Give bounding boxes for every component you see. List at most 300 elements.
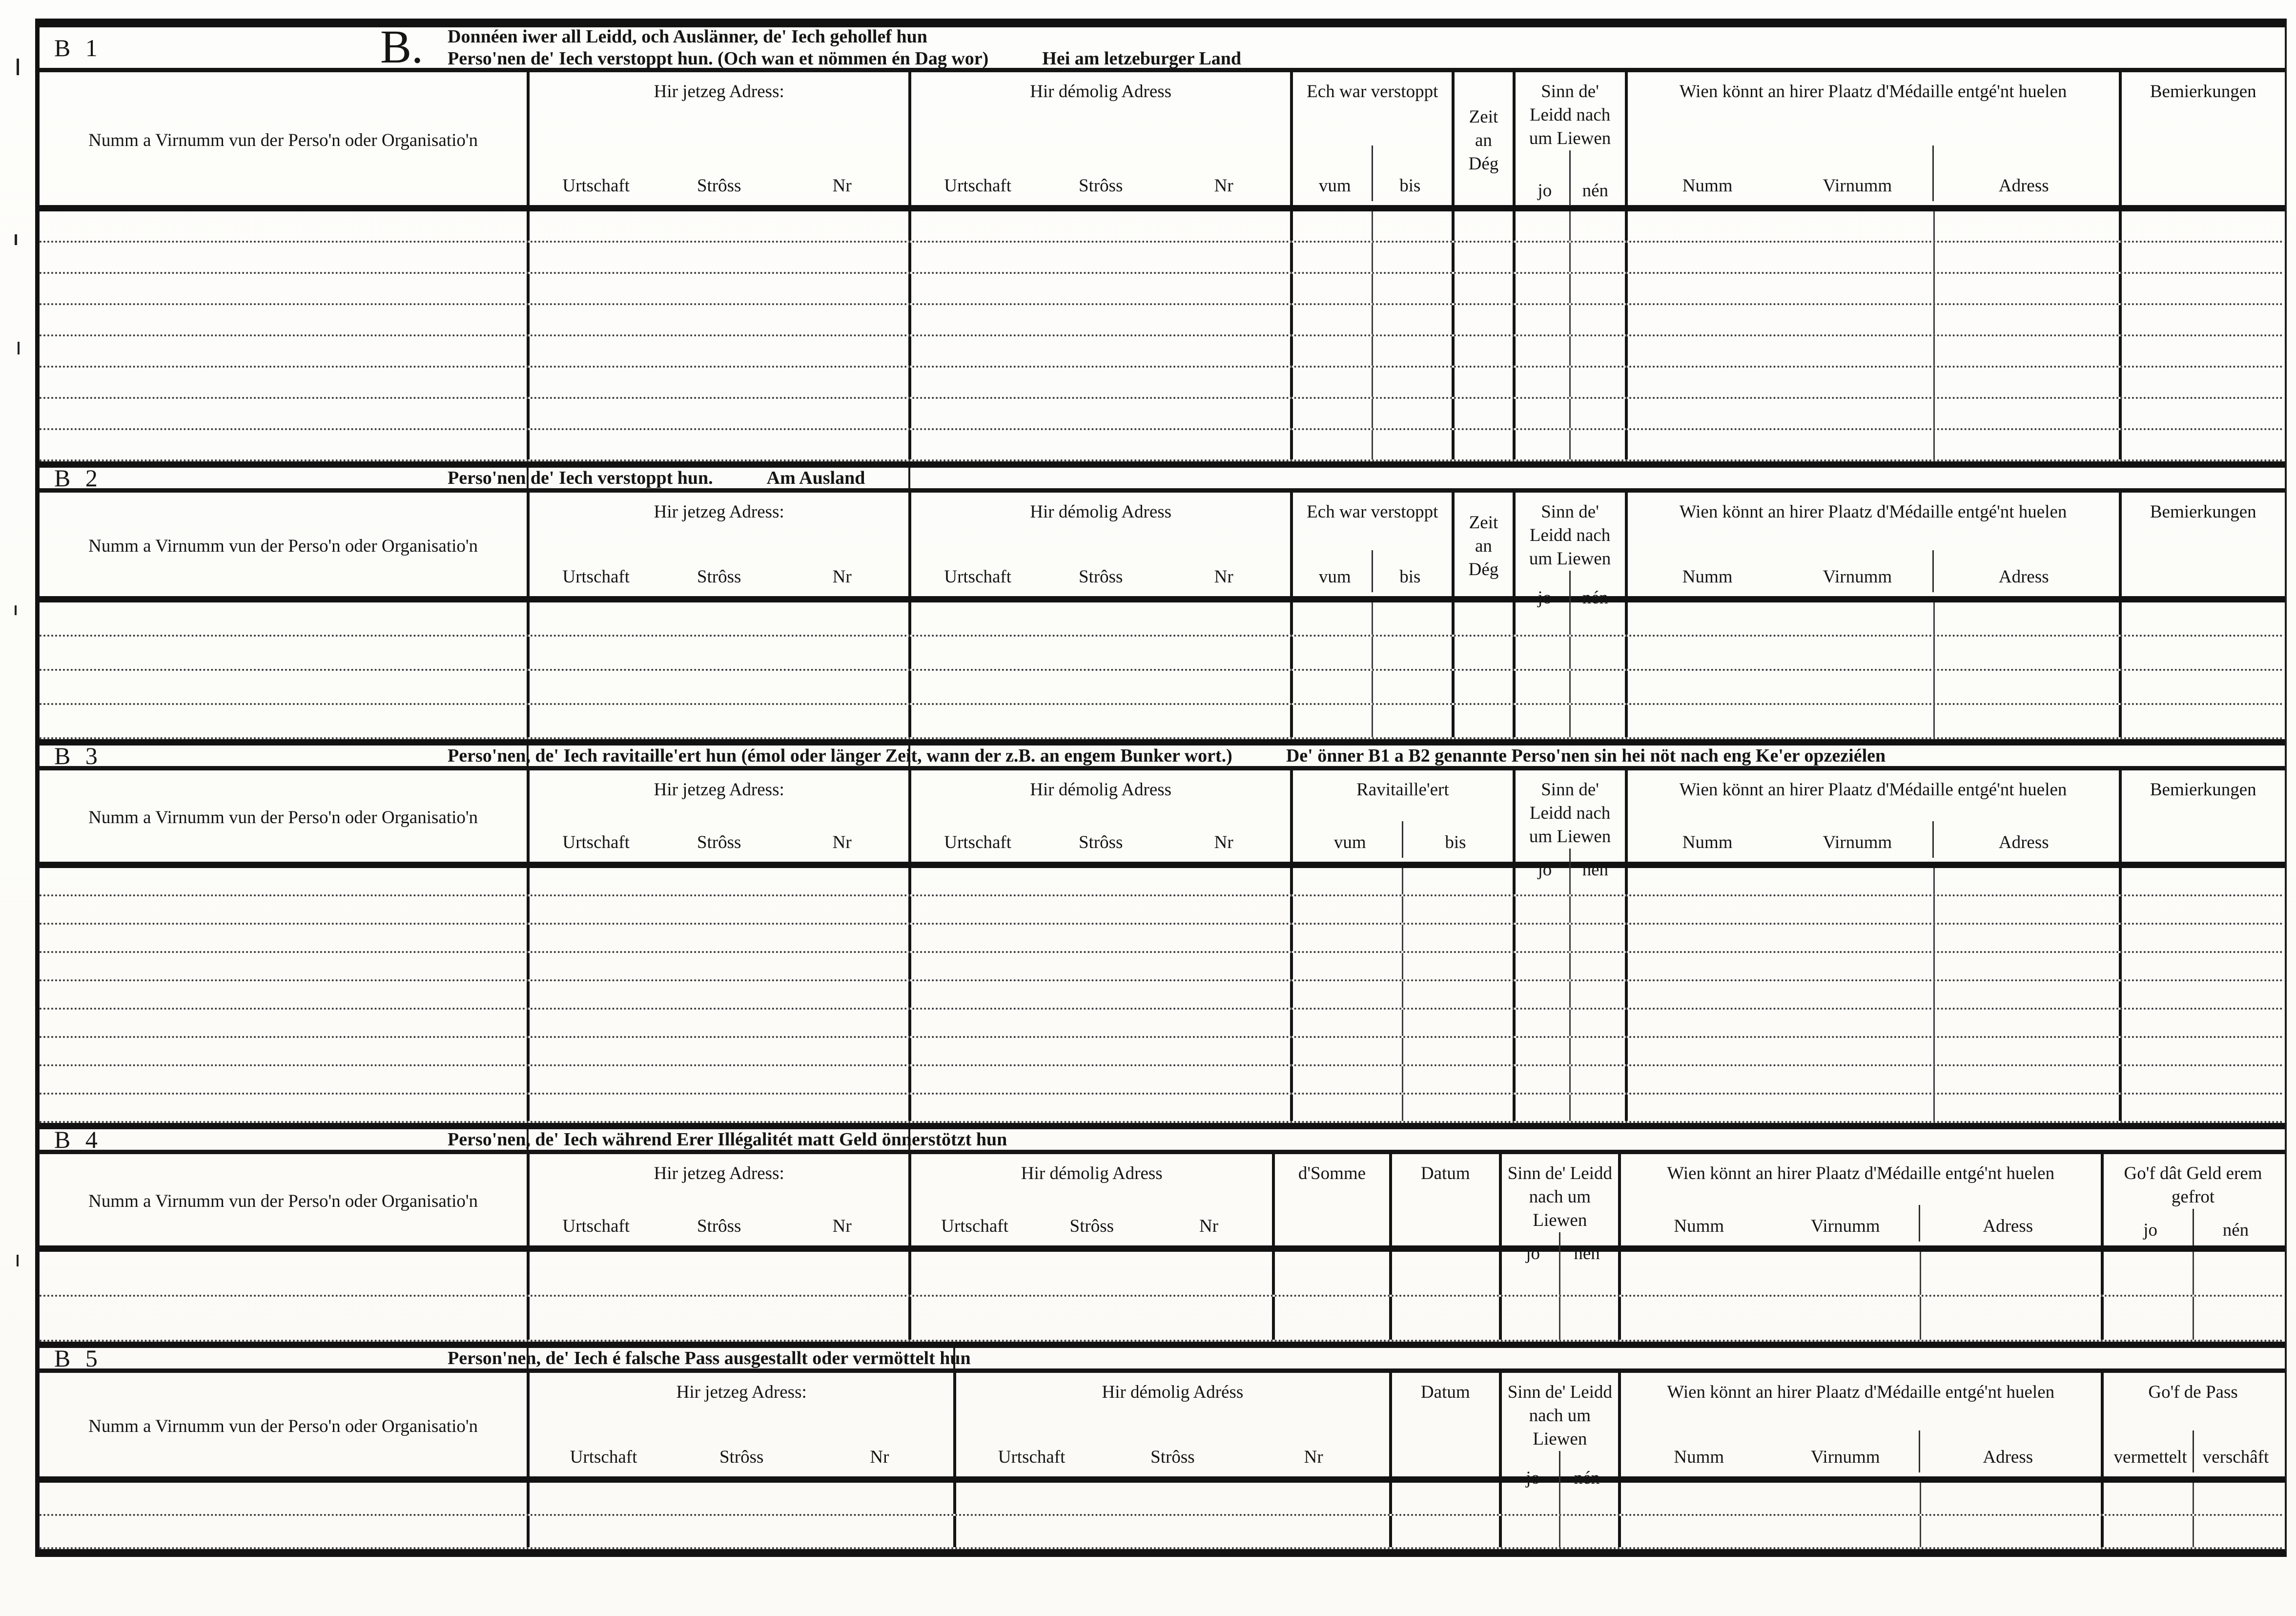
row-cell-jetzeg-adress [527,896,908,923]
row-cell-zeit-an-deg [1452,637,1512,669]
row-cell-demolig-adress [908,953,1290,979]
row-cell-name [40,368,527,397]
row-subcell [1628,211,1781,241]
row-subcell [1628,1010,1781,1036]
column-label-wien-medaille: Wien könnt an hirer Plaatz d'Médaille entgé'nt huelen [1667,1163,2055,1183]
row-subcell [1621,1252,1770,1295]
subcolumn-label-wien-medaille-2: Adress [1919,1205,2096,1242]
row-cell-bemierkungen [2119,705,2285,737]
row-subcell [1933,671,2118,703]
row-cell-wien-medaille [1625,305,2119,334]
row-subcell [1516,399,1570,428]
row-subcell [1372,305,1452,334]
column-label-sinn-um-liewen: Sinn de' Leidd nach um Liewen [1507,1163,1612,1231]
row-cell-datum [1389,1483,1499,1514]
row-cell-ravitailleert [1290,953,1512,979]
column-header-demolig-adress [908,493,1290,596]
row-cell-name [40,1066,527,1093]
row-subcell [1293,671,1372,703]
section-title [448,26,1241,69]
row-cell-ravitailleert [1290,1038,1512,1064]
row-cell-bemierkungen [2119,274,2285,303]
row-cell-zeit-an-deg [1452,305,1512,334]
section-title-text: Perso'nen, de' Iech ravitaille'ert hun (émol oder länger Zeit, wann der z.B. an engem Bunker wort.) [448,745,1232,766]
row-subcell [1628,896,1781,923]
row-subcell [1781,368,1933,397]
row-cell-sinn-um-liewen [1513,602,1625,635]
section-label: B 1 [54,34,102,62]
subcolumn-label-jetzeg-adress-2: Nr [832,832,852,852]
column-label-bemierkungen: Bemierkungen [2150,502,2256,522]
row-cell-jetzeg-adress [527,637,908,669]
row-subcell [1628,430,1781,459]
row-subcell [1516,637,1570,669]
subcolumn-labels [916,1205,1267,1242]
row-subcell [1933,430,2118,459]
row-cell-wien-medaille [1625,243,2119,272]
row-cell-name [40,602,527,635]
row-cell-bemierkungen [2119,305,2285,334]
row-subcell [1402,1066,1512,1093]
row-cell-demolig-adress [908,637,1290,669]
column-header-sinn-um-liewen [1513,72,1625,205]
row-subcell [1628,602,1781,635]
row-subcell [1781,1095,1933,1121]
column-label-somme: d'Somme [1298,1163,1366,1183]
row-cell-name [40,1010,527,1036]
row-subcell [1781,868,1933,894]
row-cell-zeit-an-deg [1452,336,1512,366]
row-cell-wien-medaille [1625,602,2119,635]
row-subcell [1628,981,1781,1008]
row-cell-sinn-um-liewen [1513,868,1625,894]
row-subcell [1933,637,2118,669]
column-label-jetzeg-adress: Hir jetzeg Adress: [654,1163,784,1183]
row-cell-demolig-adress [908,243,1290,272]
row-cell-name [40,1297,527,1340]
column-header-sinn-um-liewen [1499,1154,1618,1264]
section-body [40,868,2285,1123]
section-title-line [448,48,1241,69]
subcolumn-labels [534,550,903,592]
row-subcell [1502,1483,1559,1514]
column-label-verstoppt: Ech war verstoppt [1307,82,1438,102]
subcolumn-label-jetzeg-adress-2: Nr [832,567,852,587]
row-subcell [1933,868,2118,894]
row-subcell [1569,602,1625,635]
column-header-datum [1389,1154,1499,1245]
subcolumn-labels [534,145,903,201]
row-cell-sinn-um-liewen [1499,1516,1618,1547]
row-subcell [1372,399,1452,428]
row-subcell [1402,868,1512,894]
row-subcell [1502,1297,1559,1340]
subcolumn-label-gof-geld-1: nén [2193,1209,2278,1245]
row-cell-demolig-adress [908,1038,1290,1064]
row-subcell [1569,925,1625,951]
row-subcell [1621,1516,1770,1547]
column-label-sinn-um-liewen: Sinn de' Leidd nach um Liewen [1529,502,1611,569]
section-b4 [40,1123,2285,1342]
column-label-bemierkungen: Bemierkungen [2150,82,2256,102]
row-subcell [1293,399,1372,428]
section-title-line [448,1129,1007,1150]
row-subcell [1516,305,1570,334]
column-label-jetzeg-adress: Hir jetzeg Adress: [654,502,784,522]
column-header-row [40,770,2285,880]
column-header-somme [1272,1154,1389,1245]
row-subcell [1781,399,1933,428]
subcolumn-label-jetzeg-adress-0: Urtschaft [562,567,630,587]
row-subcell [1933,1066,2118,1093]
row-subcell [1569,305,1625,334]
row-cell-ravitailleert [1290,896,1512,923]
column-header-gof-geld [2101,1154,2283,1245]
row-cell-jetzeg-adress [527,705,908,737]
row-cell-bemierkungen [2119,925,2285,951]
subcolumn-label-wien-medaille-2: Adress [1932,145,2114,201]
row-cell-name [40,336,527,366]
column-label-demolig-adress: Hir démolig Adress [1021,1163,1163,1183]
row-subcell [1781,953,1933,979]
subcolumn-label-sinn-um-liewen-0: jo [1526,1243,1540,1264]
row-cell-name [40,925,527,951]
row-cell-bemierkungen [2119,211,2285,241]
table-row [40,1010,2285,1038]
row-cell-sinn-um-liewen [1513,637,1625,669]
row-subcell [1516,925,1570,951]
row-subcell [1516,896,1570,923]
subcolumn-label-wien-medaille-1: Virnumm [1823,176,1892,196]
subcolumn-label-sinn-um-liewen-0: jo [1526,1468,1540,1488]
column-label-demolig-adress: Hir démolig Adréss [1102,1382,1244,1402]
row-cell-bemierkungen [2119,1038,2285,1064]
row-subcell [1933,602,2118,635]
row-cell-jetzeg-adress [527,671,908,703]
row-subcell [1628,1038,1781,1064]
row-subcell [1770,1483,1920,1514]
row-subcell [1516,243,1570,272]
row-cell-wien-medaille [1625,211,2119,241]
row-cell-demolig-adress [908,399,1290,428]
subcolumn-label-sinn-um-liewen-0: jo [1538,860,1552,880]
row-subcell [1628,243,1781,272]
row-cell-name [40,305,527,334]
section-title [448,1347,971,1369]
row-cell-wien-medaille [1625,368,2119,397]
section-label: B 4 [54,1126,102,1153]
row-subcell [2104,1297,2193,1340]
row-subcell [1781,430,1933,459]
row-subcell [1933,1010,2118,1036]
row-subcell [1569,368,1625,397]
row-cell-demolig-adress [908,925,1290,951]
column-header-bemierkungen [2119,770,2285,862]
row-subcell [1920,1252,2101,1295]
row-subcell [1516,868,1570,894]
section-body [40,602,2285,739]
section-b3 [40,739,2285,1123]
section-title-text: Perso'nen, de' Iech während Erer Illégalitét matt Geld önnerstötzt hun [448,1129,1007,1150]
subcolumn-label-wien-medaille-1: Virnumm [1823,832,1892,852]
row-subcell [1781,671,1933,703]
row-cell-bemierkungen [2119,602,2285,635]
row-subcell [1293,953,1402,979]
section-title-band [40,739,2285,770]
row-subcell [1569,671,1625,703]
row-subcell [1372,602,1452,635]
row-cell-jetzeg-adress [527,602,908,635]
row-subcell [1770,1516,1920,1547]
row-cell-datum [1389,1516,1499,1547]
row-subcell [1781,305,1933,334]
column-label-demolig-adress: Hir démolig Adress [1030,780,1172,800]
row-subcell [1569,637,1625,669]
subcolumn-labels [1298,550,1447,592]
row-subcell [1402,1095,1512,1121]
subcolumn-label-jetzeg-adress-2: Nr [870,1447,889,1467]
row-subcell [1933,399,2118,428]
column-label-zeit-an-deg: Zeit an Dég [1468,106,1499,174]
row-subcell [1372,430,1452,459]
subcolumn-labels [1626,1205,2096,1242]
table-row [40,243,2285,274]
row-subcell [1933,1038,2118,1064]
row-cell-zeit-an-deg [1452,368,1512,397]
row-cell-name [40,637,527,669]
row-subcell [1628,705,1781,737]
table-row [40,671,2285,705]
row-subcell [1569,1095,1625,1121]
column-header-row [40,493,2285,608]
column-label-name: Numm a Virnumm vun der Perso'n oder Organisatio'n [88,536,478,556]
row-cell-demolig-adress [908,981,1290,1008]
row-subcell [1293,1038,1402,1064]
row-subcell [1559,1516,1618,1547]
table-row [40,1252,2285,1297]
column-header-bemierkungen [2119,72,2285,205]
subcolumn-label-demolig-adress-1: Strôss [1078,176,1123,196]
table-row [40,1066,2285,1095]
table-row [40,981,2285,1010]
row-subcell [1516,981,1570,1008]
row-cell-jetzeg-adress [527,925,908,951]
row-cell-jetzeg-adress [527,243,908,272]
row-cell-jetzeg-adress [527,305,908,334]
row-subcell [1628,868,1781,894]
row-subcell [1293,430,1372,459]
row-subcell [1516,368,1570,397]
row-cell-sinn-um-liewen [1513,430,1625,459]
row-cell-name [40,243,527,272]
row-cell-wien-medaille [1625,1010,2119,1036]
row-cell-wien-medaille [1625,399,2119,428]
row-cell-name [40,1252,527,1295]
row-subcell [1933,336,2118,366]
row-subcell [1293,274,1372,303]
row-subcell [1293,305,1372,334]
row-cell-sinn-um-liewen [1513,368,1625,397]
scan-artifact [15,234,17,245]
row-subcell [1502,1516,1559,1547]
column-header-ravitailleert [1290,770,1512,862]
subcolumn-label-sinn-um-liewen-0: jo [1538,587,1552,608]
row-subcell [1621,1297,1770,1340]
row-cell-name [40,1095,527,1121]
row-cell-sinn-um-liewen [1513,953,1625,979]
column-header-name [40,72,527,205]
column-header-sinn-um-liewen [1513,770,1625,880]
subcolumn-label-jetzeg-adress-2: Nr [832,1216,852,1236]
row-subcell [1372,243,1452,272]
subcolumn-labels [1520,150,1620,206]
row-subcell [1933,211,2118,241]
row-subcell [1372,671,1452,703]
table-row [40,1483,2285,1516]
section-body [40,1483,2285,1549]
column-header-sinn-um-liewen [1499,1373,1618,1488]
subcolumn-label-jetzeg-adress-0: Urtschaft [570,1447,637,1467]
row-subcell [1372,368,1452,397]
subcolumn-label-demolig-adress-2: Nr [1214,176,1233,196]
column-label-gof-geld: Go'f dât Geld erem gefrot [2124,1163,2262,1207]
row-subcell [1781,925,1933,951]
row-subcell [1933,981,2118,1008]
row-cell-wien-medaille [1625,981,2119,1008]
section-title [448,467,865,489]
row-cell-name [40,399,527,428]
row-cell-jetzeg-adress [527,399,908,428]
scan-artifact [17,1255,19,1266]
row-cell-demolig-adress [908,896,1290,923]
row-cell-name [40,430,527,459]
section-big-letter: B. [380,21,424,73]
subcolumn-label-verstoppt-0: vum [1318,567,1351,587]
row-cell-verstoppt [1290,274,1452,303]
subcolumn-label-wien-medaille-1: Virnumm [1823,567,1892,587]
row-cell-wien-medaille [1618,1297,2101,1340]
row-cell-zeit-an-deg [1452,602,1512,635]
subcolumn-labels [2109,1430,2278,1472]
row-cell-demolig-adress [908,336,1290,366]
row-cell-zeit-an-deg [1452,705,1512,737]
row-subcell [1516,211,1570,241]
row-cell-datum [1389,1297,1499,1340]
row-subcell [1781,1038,1933,1064]
subcolumn-labels [2109,1209,2278,1245]
row-cell-name [40,705,527,737]
row-subcell [1293,1095,1402,1121]
column-label-verstoppt: Ech war verstoppt [1307,502,1438,522]
column-header-name [40,1373,527,1476]
column-header-name [40,770,527,862]
section-title-line [448,745,1886,767]
row-cell-jetzeg-adress [527,1010,908,1036]
column-header-demolig-adress [953,1373,1389,1476]
row-cell-sinn-um-liewen [1499,1483,1618,1514]
subcolumn-label-jetzeg-adress-0: Urtschaft [562,1216,630,1236]
section-title-right: Hei am letzeburger Land [1042,48,1242,69]
column-label-sinn-um-liewen: Sinn de' Leidd nach um Liewen [1507,1382,1612,1450]
section-title-band [40,461,2285,493]
subcolumn-label-demolig-adress-2: Nr [1199,1216,1219,1236]
row-subcell [1628,274,1781,303]
row-cell-demolig-adress [908,1066,1290,1093]
table-row [40,637,2285,671]
row-subcell [1569,1010,1625,1036]
section-title-text: Donnéen iwer all Leidd, och Auslänner, de' Iech gehollef hun [448,26,927,47]
section-title-band [40,21,2285,73]
row-cell-bemierkungen [2119,430,2285,459]
row-cell-bemierkungen [2119,637,2285,669]
row-subcell [1920,1483,2101,1514]
row-subcell [1933,953,2118,979]
row-subcell [1621,1483,1770,1514]
row-cell-jetzeg-adress [527,1516,953,1547]
row-subcell [1516,1095,1570,1121]
row-cell-demolig-adress [908,430,1290,459]
row-cell-zeit-an-deg [1452,430,1512,459]
row-subcell [1293,211,1372,241]
subcolumn-label-jetzeg-adress-1: Strôss [697,176,741,196]
row-cell-sinn-um-liewen [1513,399,1625,428]
section-label: B 5 [54,1345,102,1372]
row-cell-sinn-um-liewen [1513,243,1625,272]
table-row [40,399,2285,430]
column-label-name: Numm a Virnumm vun der Perso'n oder Organisatio'n [88,1191,478,1212]
row-cell-wien-medaille [1618,1483,2101,1514]
row-subcell [1781,1010,1933,1036]
subcolumn-labels [534,821,903,858]
column-header-row [40,1373,2285,1488]
row-cell-sinn-um-liewen [1513,274,1625,303]
row-subcell [1402,925,1512,951]
row-subcell [1569,243,1625,272]
row-subcell [1933,896,2118,923]
row-subcell [1293,705,1372,737]
table-row [40,896,2285,925]
scan-artifact [17,59,19,75]
row-subcell [1628,336,1781,366]
section-title [448,1129,1007,1150]
row-subcell [1293,981,1402,1008]
row-cell-zeit-an-deg [1452,243,1512,272]
section-b1 [40,21,2285,461]
row-cell-jetzeg-adress [527,1066,908,1093]
row-cell-demolig-adress [953,1516,1389,1547]
row-cell-name [40,981,527,1008]
column-label-name: Numm a Virnumm vun der Perso'n oder Organisatio'n [88,1416,478,1436]
column-label-wien-medaille: Wien könnt an hirer Plaatz d'Médaille entgé'nt huelen [1667,1382,2055,1402]
row-subcell [1628,1066,1781,1093]
subcolumn-label-demolig-adress-2: Nr [1214,567,1233,587]
row-subcell [1628,368,1781,397]
column-label-demolig-adress: Hir démolig Adress [1030,82,1172,102]
subcolumn-labels [916,821,1285,858]
row-subcell [1516,1038,1570,1064]
row-cell-wien-medaille [1625,1038,2119,1064]
table-row [40,430,2285,461]
row-subcell [2193,1483,2283,1514]
subcolumn-labels [534,1430,948,1472]
row-subcell [1293,368,1372,397]
subcolumn-label-jetzeg-adress-1: Strôss [697,567,741,587]
subcolumn-label-sinn-um-liewen-1: nén [1569,849,1620,885]
row-subcell [1402,1038,1512,1064]
row-cell-wien-medaille [1625,896,2119,923]
row-cell-wien-medaille [1625,430,2119,459]
column-label-wien-medaille: Wien könnt an hirer Plaatz d'Médaille entgé'nt huelen [1679,780,2067,800]
